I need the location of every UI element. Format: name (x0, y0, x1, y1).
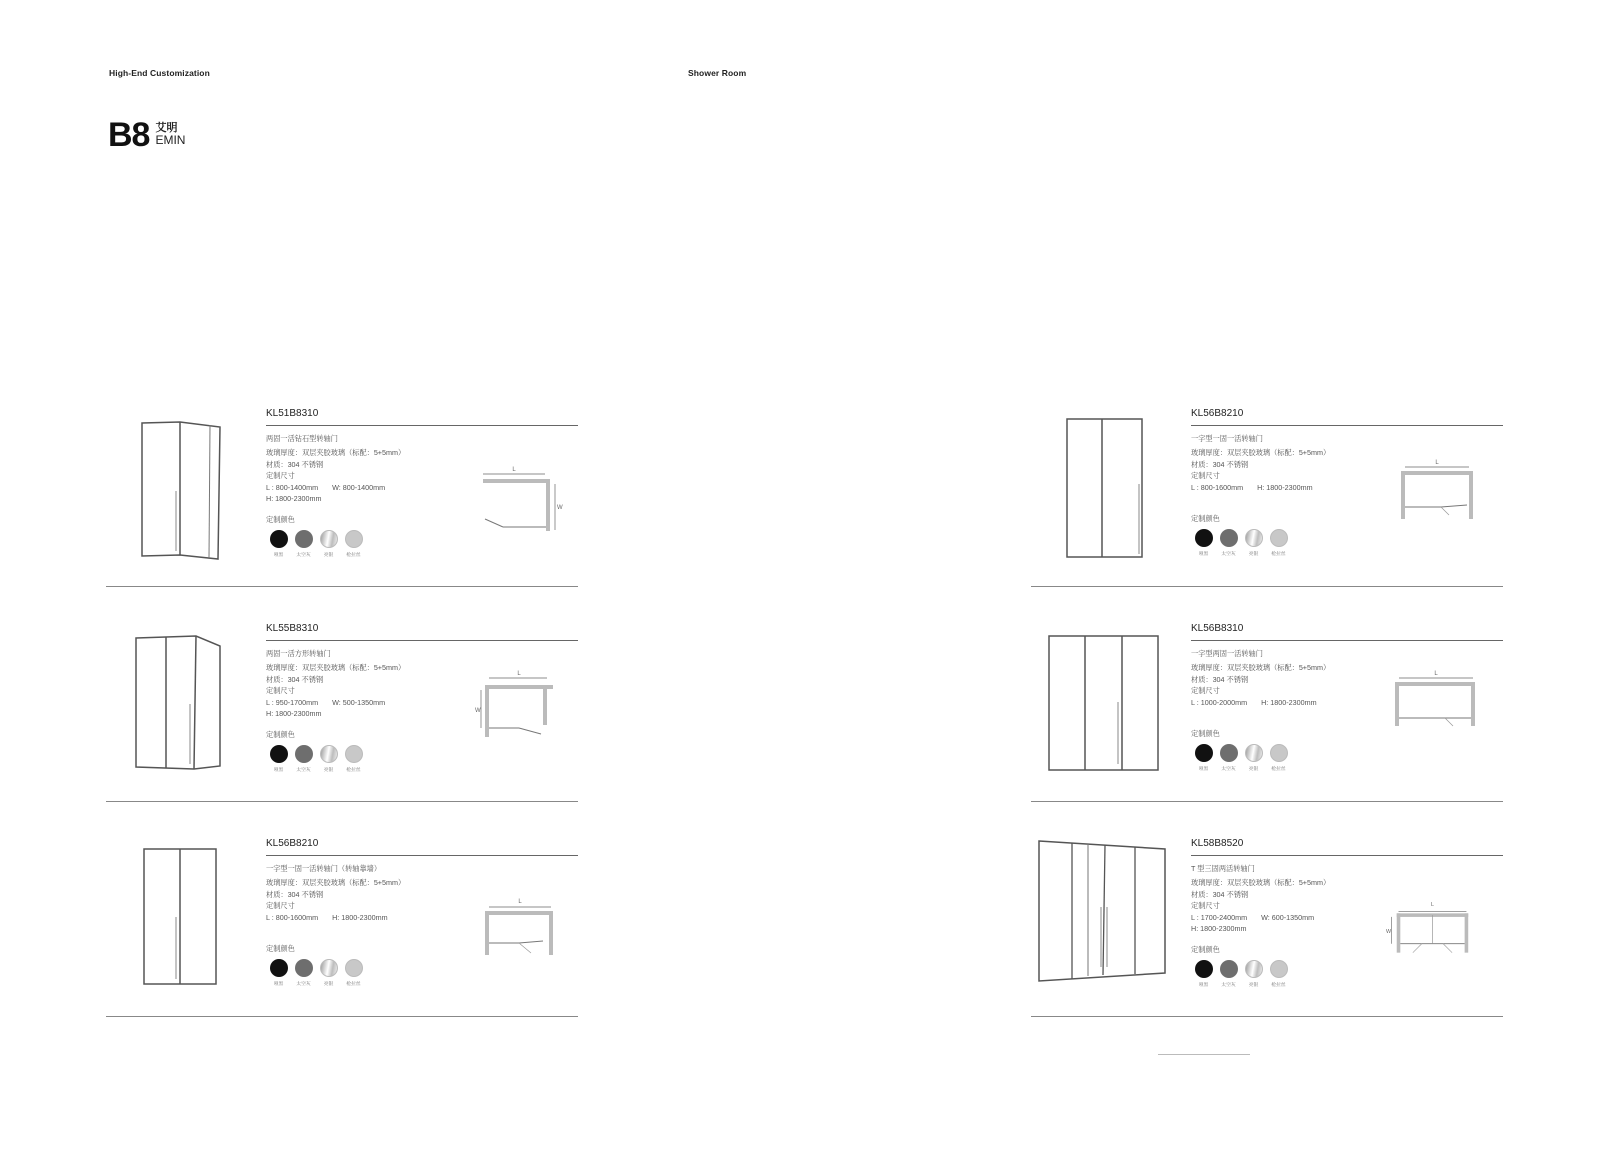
swatch-brushed: 枪拉丝 (1266, 529, 1291, 557)
swatch-black: 哑黑 (1191, 744, 1216, 772)
swatch-chrome: 亮银 (316, 530, 341, 558)
swatch-chrome: 亮银 (1241, 960, 1266, 988)
plan-label-l: L (1434, 671, 1438, 677)
floor-plan-diagram (1386, 893, 1470, 973)
glass-spec: 玻璃厚度：双层夹胶玻璃（标配：5+5mm） (1191, 878, 1331, 887)
product-card-1 (106, 407, 578, 587)
dim-l: L : 800-1400mm (266, 482, 319, 492)
product-title: 一字型一固一活转轴门 (1191, 434, 1263, 443)
dim-l: L : 950-1700mm (266, 697, 319, 707)
glass-spec: 玻璃厚度：双层夹胶玻璃（标配：5+5mm） (1191, 663, 1331, 672)
dim-l: L : 800-1600mm (266, 912, 319, 922)
product-image-straight-enclosure (130, 839, 245, 1001)
colors-label: 定制颜色 (266, 944, 295, 953)
product-image-straight-three-panel (1055, 624, 1170, 786)
swatch-space-grey: 太空灰 (1216, 960, 1241, 988)
product-card-4 (1031, 407, 1503, 587)
product-code: KL55B8310 (266, 623, 319, 634)
swatch-space-grey: 太空灰 (1216, 529, 1241, 557)
dim-l: L : 1700-2400mm (1191, 912, 1248, 922)
dim-h: H: 1800-2300mm (1191, 924, 1247, 933)
series-code: B8 (108, 116, 150, 154)
swatch-brushed: 枪拉丝 (341, 530, 366, 558)
divider (1031, 1016, 1503, 1017)
dim-w: W: 500-1350mm (332, 697, 386, 707)
colors-label: 定制颜色 (266, 729, 295, 739)
dim-l: L : 800-1600mm (1191, 482, 1244, 492)
series-name-en: EMIN (155, 133, 186, 148)
material-spec: 材质：304 不锈钢 (1191, 459, 1249, 469)
swatch-chrome: 亮银 (316, 745, 341, 773)
plan-label-l: L (518, 899, 522, 905)
size-label: 定制尺寸 (1191, 471, 1220, 480)
floor-plan-diagram (475, 668, 563, 748)
divider (106, 801, 578, 802)
material-spec: 材质：304 不锈钢 (1191, 674, 1249, 684)
dim-h: H: 1800-2300mm (266, 709, 322, 718)
floor-plan-diagram (1397, 459, 1481, 539)
plan-label-l: L (512, 467, 516, 473)
product-card-6 (1031, 837, 1503, 1017)
dim-w: H: 1800-2300mm (1261, 697, 1317, 707)
colors-label: 定制颜色 (1191, 514, 1220, 523)
size-label: 定制尺寸 (266, 686, 295, 695)
swatch-brushed: 枪拉丝 (341, 745, 366, 773)
colors-label: 定制颜色 (1191, 944, 1220, 954)
product-code: KL56B8210 (266, 838, 319, 849)
swatch-space-grey: 太空灰 (291, 530, 316, 558)
series-logo (108, 118, 185, 152)
swatch-brushed: 枪拉丝 (1266, 744, 1291, 772)
size-label: 定制尺寸 (266, 901, 295, 910)
plan-label-w: W (475, 708, 481, 714)
colors-label: 定制颜色 (266, 514, 295, 524)
swatch-space-grey: 太空灰 (291, 959, 316, 987)
product-code: KL58B8520 (1191, 838, 1244, 849)
product-title: 一字型两固一活转轴门 (1191, 649, 1263, 658)
material-spec: 材质：304 不锈钢 (266, 674, 324, 684)
swatch-brushed: 枪拉丝 (341, 959, 366, 987)
product-title: 一字型一固一活转轴门（转轴靠墙） (266, 864, 382, 873)
product-code: KL56B8310 (1191, 623, 1244, 634)
header-right-title: Shower Room (688, 68, 747, 78)
dim-h: H: 1800-2300mm (266, 494, 322, 503)
dim-w: H: 1800-2300mm (1257, 482, 1313, 492)
material-spec: 材质：304 不锈钢 (1191, 889, 1249, 899)
dim-l: L : 1000-2000mm (1191, 697, 1248, 707)
product-image-t-shape-enclosure (1055, 839, 1170, 1001)
plan-label-l: L (1435, 460, 1439, 466)
dim-w: W: 800-1400mm (332, 482, 386, 492)
divider (106, 586, 578, 587)
header-left-title: High-End Customization (109, 68, 210, 78)
floor-plan-diagram (473, 464, 563, 544)
swatch-black: 哑黑 (266, 959, 291, 987)
product-title: 两固一活钻石型转轴门 (266, 434, 338, 443)
plan-label-w: W (1386, 929, 1392, 935)
swatch-black: 哑黑 (266, 745, 291, 773)
product-code: KL56B8210 (1191, 408, 1244, 419)
series-name-cn: 艾明 (155, 121, 178, 134)
swatch-brushed: 枪拉丝 (1266, 960, 1291, 988)
swatch-black: 哑黑 (1191, 960, 1216, 988)
dim-w: W: 600-1350mm (1261, 912, 1315, 922)
divider (1031, 586, 1503, 587)
swatch-chrome: 亮银 (1241, 529, 1266, 557)
product-card-5 (1031, 622, 1503, 802)
floor-plan-diagram (1393, 668, 1477, 748)
size-label: 定制尺寸 (266, 471, 295, 480)
product-image-diamond-enclosure (130, 409, 245, 571)
size-label: 定制尺寸 (1191, 901, 1220, 910)
dim-w: H: 1800-2300mm (332, 912, 388, 922)
glass-spec: 玻璃厚度：双层夹胶玻璃（标配：5+5mm） (266, 663, 406, 672)
swatch-space-grey: 太空灰 (291, 745, 316, 773)
footer-rule (1158, 1054, 1250, 1055)
swatch-space-grey: 太空灰 (1216, 744, 1241, 772)
floor-plan-diagram (481, 895, 565, 975)
swatch-chrome: 亮银 (316, 959, 341, 987)
glass-spec: 玻璃厚度：双层夹胶玻璃（标配：5+5mm） (1191, 448, 1331, 457)
material-spec: 材质：304 不锈钢 (266, 889, 324, 899)
colors-label: 定制颜色 (1191, 729, 1220, 738)
product-card-3 (106, 837, 578, 1017)
size-label: 定制尺寸 (1191, 686, 1220, 695)
swatch-chrome: 亮银 (1241, 744, 1266, 772)
plan-label-w: W (557, 505, 563, 511)
divider (1031, 801, 1503, 802)
swatch-black: 哑黑 (266, 530, 291, 558)
product-title: 两固一活方形转轴门 (266, 649, 331, 658)
glass-spec: 玻璃厚度：双层夹胶玻璃（标配：5+5mm） (266, 448, 406, 457)
plan-label-l: L (517, 671, 521, 677)
divider (106, 1016, 578, 1017)
plan-label-l: L (1430, 902, 1434, 909)
material-spec: 材质：304 不锈钢 (266, 459, 324, 469)
swatch-black: 哑黑 (1191, 529, 1216, 557)
product-code: KL51B8310 (266, 408, 319, 419)
product-image-straight-enclosure (1055, 409, 1170, 571)
product-card-2 (106, 622, 578, 802)
product-image-square-enclosure (130, 624, 245, 786)
product-title: T 型三固两活转轴门 (1191, 864, 1255, 873)
glass-spec: 玻璃厚度：双层夹胶玻璃（标配：5+5mm） (266, 878, 406, 887)
